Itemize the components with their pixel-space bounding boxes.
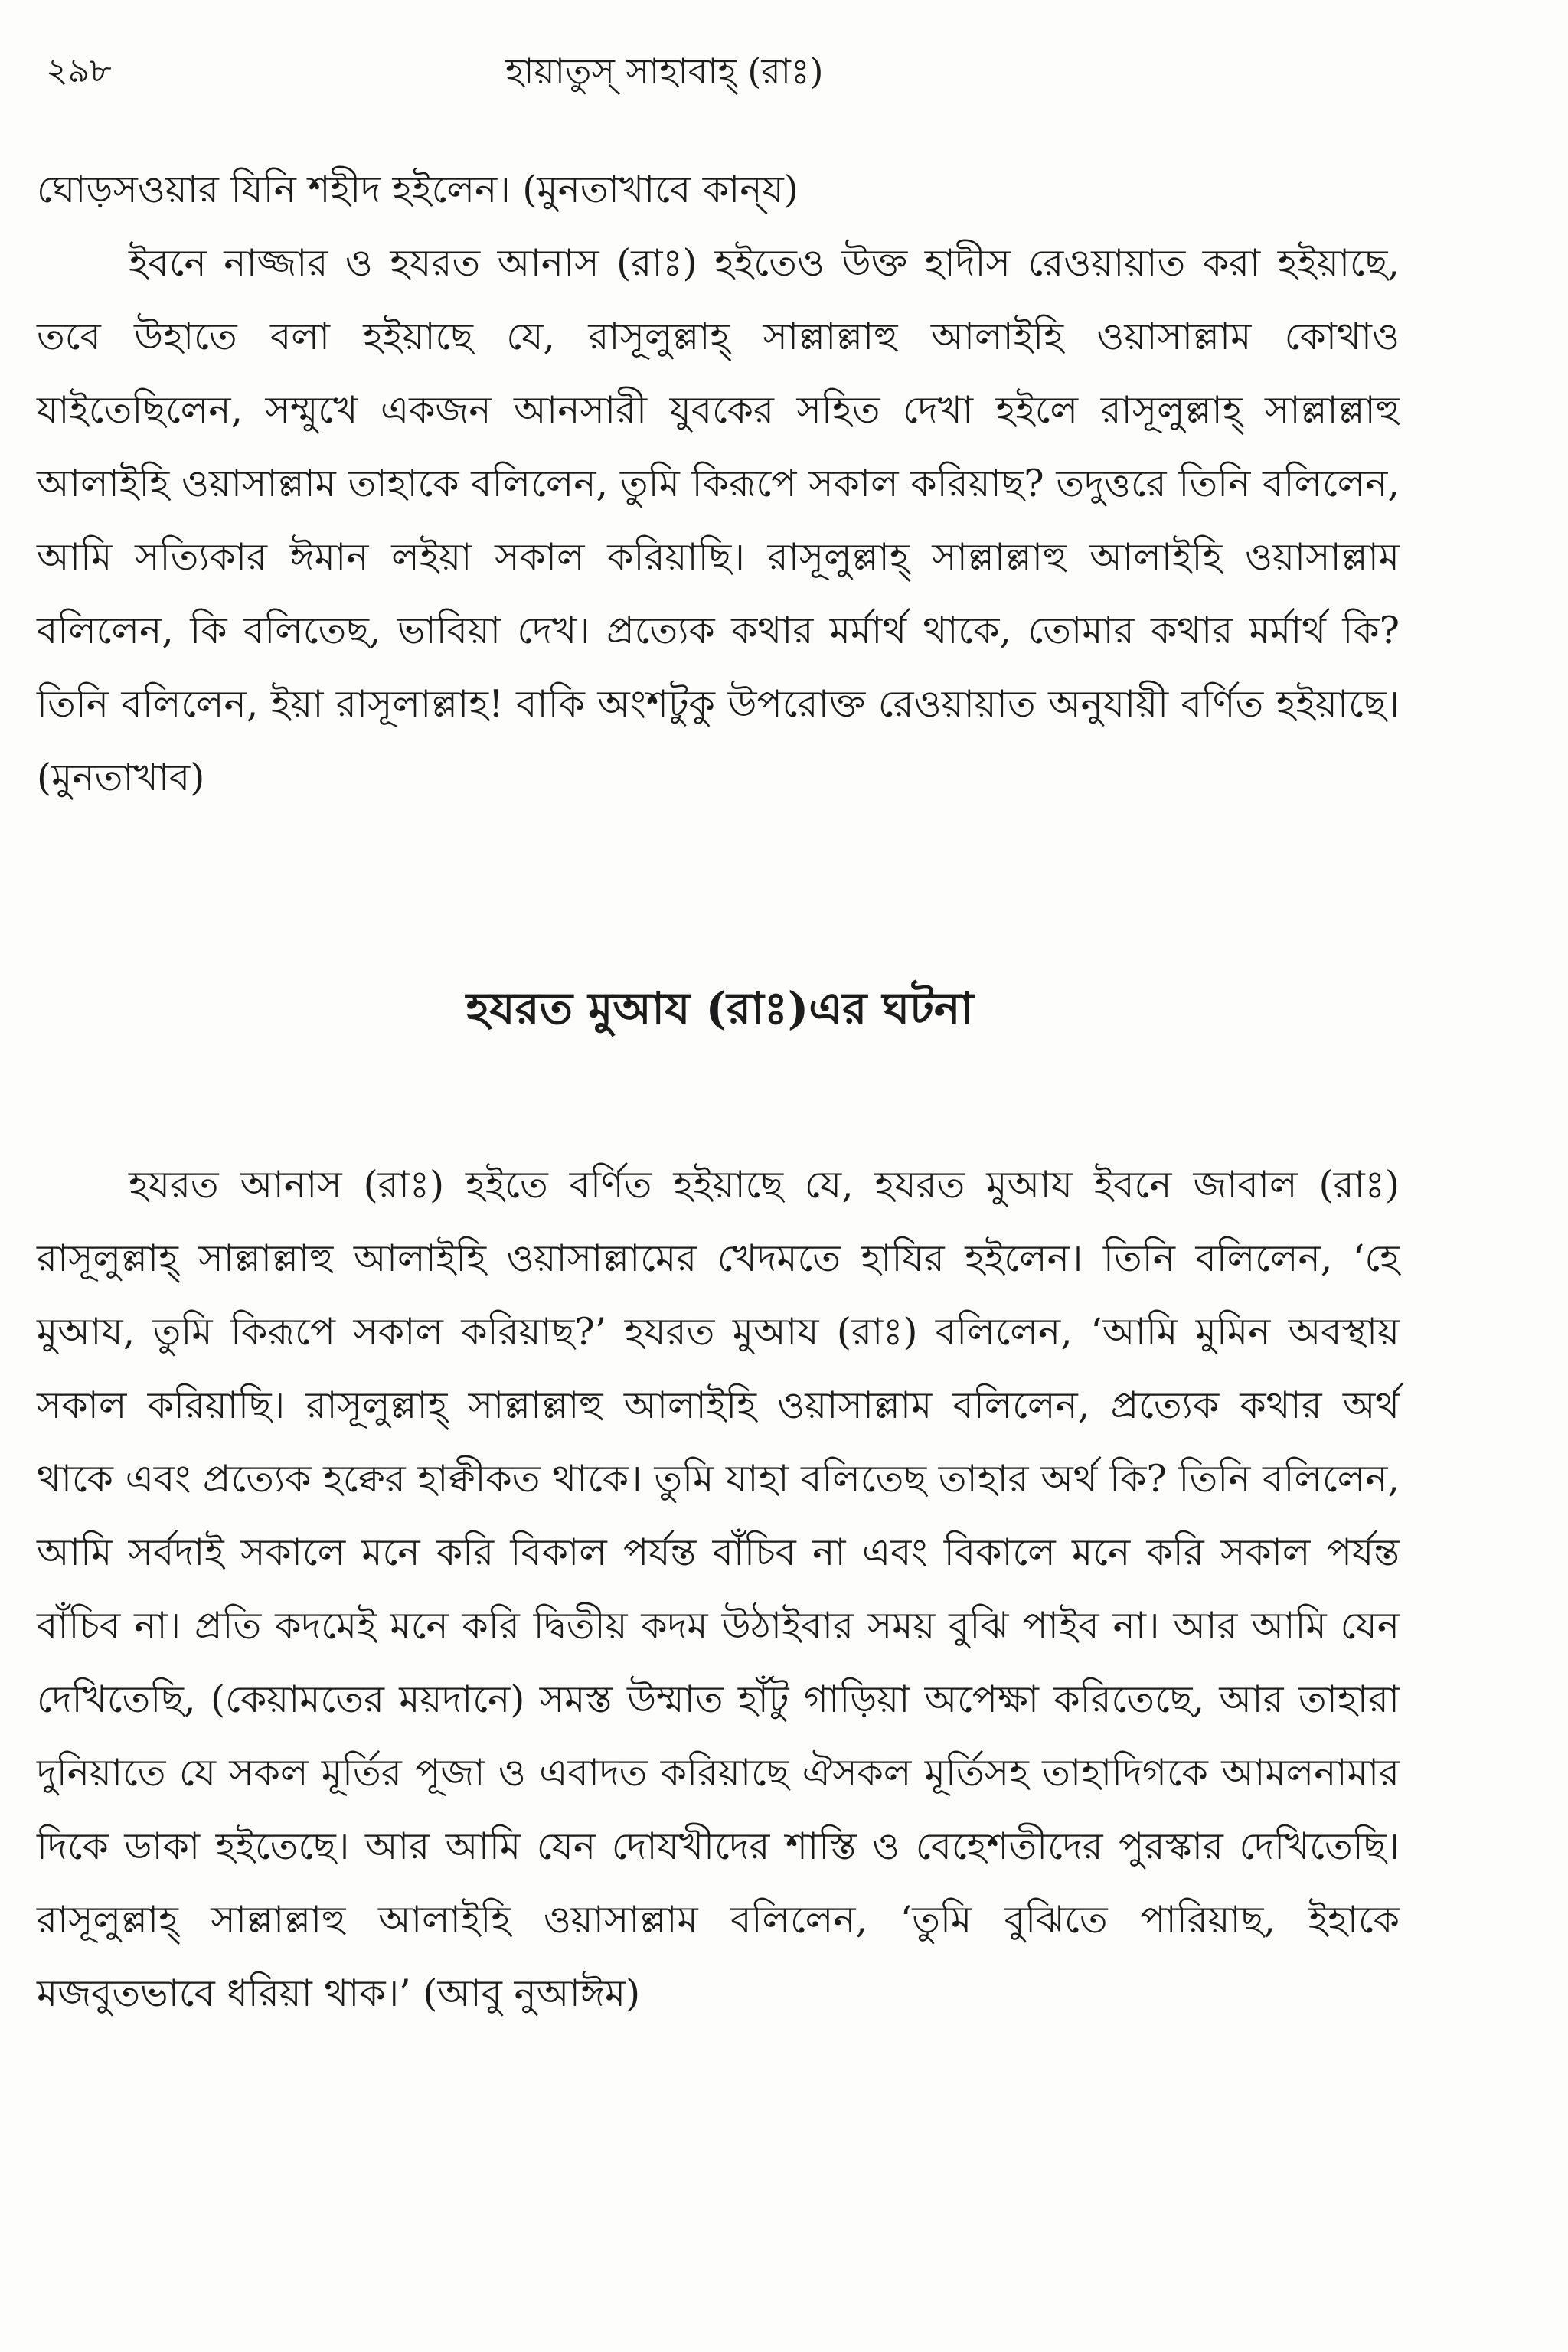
continuation-line: ঘোড়সওয়ার যিনি শহীদ হইলেন। (মুনতাখাবে কান্‌য) (37, 168, 799, 211)
section-heading: হযরত মুআয (রাঃ)এর ঘটনা (466, 982, 974, 1034)
body-paragraph: হযরত আনাস (রাঃ) হইতে বর্ণিত হইয়াছে যে, হযরত মুআয ইবনে জাবাল (রাঃ) রাসূলুল্লাহ্ সাল্লাল্লাহু আলাইহি ওয়াসাল্লামের খেদমতে হাযির হইলেন। তিনি বলিলেন, ‘হে মুআয, তুমি কিরূপে সকাল করিয়াছ?’ হযরত মুআয (রাঃ) বলিলেন, ‘আমি মুমিন অবস্থায় সকাল করিয়াছি। রাসূলুল্লাহ্ সাল্লাল্লাহু আলাইহি ওয়াসাল্লাম বলিলেন, প্রত্যেক কথার অর্থ থাকে এবং প্রত্যেক হক্বের হাক্বীকত থাকে। তুমি যাহা বলিতেছ তাহার অর্থ কি? তিনি বলিলেন, আমি সর্বদাই সকালে মনে করি বিকাল পর্যন্ত বাঁচিব না এবং বিকালে মনে করি সকাল পর্যন্ত বাঁচিব না। প্রতি কদমেই মনে করি দ্বিতীয় কদম উঠাইবার সময় বুঝি পাইব না। আর আমি যেন দেখিতেছি, (কেয়ামতের ময়দানে) সমস্ত উম্মাত হাঁটু গাড়িয়া অপেক্ষা করিতেছে, আর তাহারা দুনিয়াতে যে সকল মূর্তির পূজা ও এবাদত করিয়াছে ঐসকল মূর্তিসহ তাহাদিগকে আমলনামার দিকে ডাকা হইতেছে। আর আমি যেন দোযখীদের শাস্তি ও বেহেশতীদের পুরস্কার দেখিতেছি। রাসূলুল্লাহ্ সাল্লাল্লাহু আলাইহি ওয়াসাল্লাম বলিলেন, ‘তুমি বুঝিতে পারিয়াছ, ইহাকে মজবুতভাবে ধরিয়া থাক।’ (আবু নুআঈম) (37, 1163, 1400, 2015)
page-number: ২৯৮ (46, 51, 112, 90)
section-continuation (37, 153, 1400, 815)
body-paragraph: ইবনে নাজ্জার ও হযরত আনাস (রাঃ) হইতেও উক্ত হাদীস রেওয়ায়াত করা হইয়াছে, তবে উহাতে বলা হইয়াছে যে, রাসূলুল্লাহ্ সাল্লাল্লাহু আলাইহি ওয়াসাল্লাম কোথাও যাইতেছিলেন, সম্মুখে একজন আনসারী যুবকের সহিত দেখা হইলে রাসূলুল্লাহ্ সাল্লাল্লাহু আলাইহি ওয়াসাল্লাম তাহাকে বলিলেন, তুমি কিরূপে সকাল করিয়াছ? তদুত্তরে তিনি বলিলেন, আমি সত্যিকার ঈমান লইয়া সকাল করিয়াছি। রাসূলুল্লাহ্ সাল্লাল্লাহু আলাইহি ওয়াসাল্লাম বলিলেন, কি বলিতেছ, ভাবিয়া দেখ। প্রত্যেক কথার মর্মার্থ থাকে, তোমার কথার মর্মার্থ কি? তিনি বলিলেন, ইয়া রাসূলাল্লাহ! বাকি অংশটুকু উপরোক্ত রেওয়ায়াত অনুযায়ী বর্ণিত হইয়াছে। (মুনতাখাব) (37, 241, 1400, 799)
running-title: হায়াতুস্ সাহাবাহ্ (রাঃ) (505, 51, 824, 92)
page-header (46, 44, 1522, 98)
section-muaz-story (37, 1148, 1400, 2030)
